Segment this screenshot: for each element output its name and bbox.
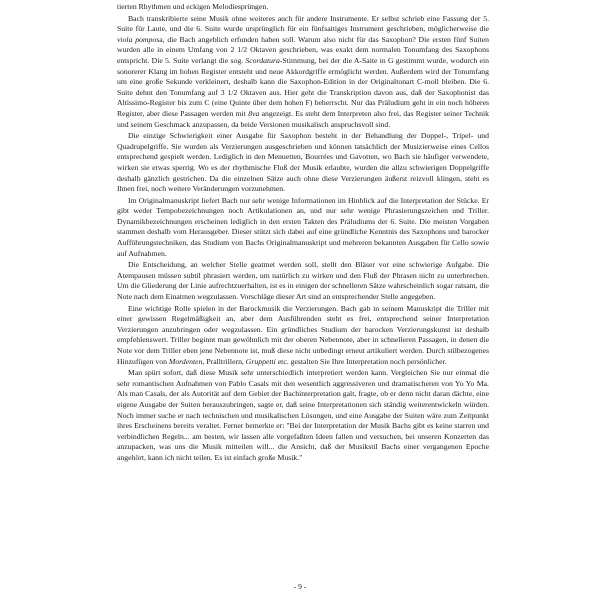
italic-term: Mordenten (168, 356, 203, 366)
paragraph (117, 131, 489, 195)
paragraph (117, 196, 489, 260)
text-run: Eine wichtige Rolle spielen in der Barockmusik die Verzierungen. Bach gab in seinem Manuskript die Triller mit einer gewissen Regelmäßigkeit an, aber dem Ausführenden steht es frei, entsprechend seiner Interpretation Verzierungen anzubringen oder wegzulassen. Ein gründliches Studium der barocken Verzierungskunst ist deshalb empfehlenswert. Triller beginnt man gewöhnlich mit der oberen Nebennote, aber in schnelleren Passagen, in denen die Note vor dem Triller eben jene Nebennote ist, muß diese nicht unbedingt erneut artikuliert werden. Durch stilbezogenes Hinzufügen von (117, 303, 489, 366)
italic-term: 8va (248, 108, 260, 118)
body-text (117, 2, 489, 464)
paragraph (117, 260, 489, 302)
text-run: Man spürt sofort, daß diese Musik sehr unterschiedlich interpretiert werden kann. Vergleichen Sie nur einmal die sehr romantischen Aufnahmen von Pablo Casals mit den wesentlich aggressiveren und dramatischeren von Yo Yo Ma. Als man Casals, der als Autorität auf dem Gebiet der Bachinterpretation galt, fragte, ob er denn nicht daran dächte, eine eigene Ausgabe der Suiten herauszubringen, sagte er, daß seine Interpretationen sich ständig weiterentwickeln würden. Noch immer suche er nach technischen und musikalischen Lösungen, und eine Ausgabe der Suiten wäre zum Zeitpunkt ihres Erscheinens bereits veraltet. Ferner bemerkte er: "Bei der Interpretation der Musik Bachs gibt es keine starren und verbindlichen Regeln... am besten, wir lassen alle vorgefaßten Ideen fallen und versuchen, bei unseren Konzerten das anzupacken, was uns die Musik mitteilen will... die Ansicht, daß der Musikstil Bachs einer vergangenen Epoche angehört, kann ich nicht teilen. Es ist einfach große Musik." (117, 368, 489, 462)
text-run: angezeigt. Es steht dem Interpreten also frei, das Register seiner Technik und seinem Geschmack anzupassen, da beide Versionen musikalisch anspruchsvoll sind. (117, 108, 489, 129)
text-run: Die einzige Schwierigkeit einer Ausgabe für Saxophon besteht in der Behandlung der Doppel-, Tripel- und Quadrupelgriffe. Sie wurden als Verzierungen ausgeschrieben und können tatsächlich der Musizierweise eines Cellos entsprechend gespielt werden. Lediglich in den Menuetten, Bourrées und Gavotten, wo Bach sie häufiger verwendete, wirken sie etwas sperrig. Wo es der rhythmische Fluß der Musik erlaubte, wurden die allzu schwierigen Doppelgriffe deshalb gänzlich gestrichen. Da die einzelnen Sätze auch ohne diese Verzierungen äußerst reizvoll klingen, steht es Ihnen frei, noch weitere Veränderungen vorzunehmen. (117, 131, 489, 194)
text-run: etc. gestalten Sie Ihre Interpretation noch persönlicher. (275, 356, 447, 366)
text-run: -Stimmung, bei der die A-Saite in G gestimmt wurde, wodurch ein sonorerer Klang im hohen Register entsteht und neue Akkordgriffe ermöglicht werden. Außerdem wird der Tonumfang um eine große Sekunde verkleinert, deshalb kann die Saxophon-Edition in der Originaltonart C-moll bleiben. Die 6. Suite dehnt den Tonumfang auf 3 1/2 Oktaven aus. Hier geht die Transkription davon aus, daß der Saxophonist das Altissimo-Register bis zum C (eine Quinte über dem hohen F) beherrscht. Nur das Präludium geht in ein noch höheres Register, aber diese Passagen werden mit (117, 55, 489, 118)
page-number: - 9 - (293, 582, 307, 591)
paragraph (117, 304, 489, 368)
document-page (117, 0, 489, 600)
text-run: Im Originalmanuskript liefert Bach nur sehr wenige Informationen im Hinblick auf die Interpretation der Stücke. Er gibt weder Tempobezeichnungen noch Artikulationen an, und nur sehr wenige Phrasierungszeichen und Triller. Dynamikbezeichnungen erscheinen lediglich in den ersten Takten des Präludiums der 6. Suite. Die meisten Vorgaben stammen deshalb vom Herausgeber. Dieser stützt sich dabei auf eine gründliche Kenntnis des Saxophons und barocker Aufführungstechniken, das Studium von Bachs Originalmanuskript und mehreren bekannten Ausgaben für Cello sowie auf Aufnahmen. (117, 195, 489, 258)
text-run: Bach transkribierte seine Musik ohne weiteres auch für andere Instrumente. Er selbst schrieb eine Fassung der 5. Suite für Laute, und die 6. Suite wurde ursprünglich für ein fünfsaitiges Instrument geschrieben, möglicherweise die (117, 13, 489, 34)
text-run: Die Entscheidung, an welcher Stelle geatmet werden soll, stellt den Bläser vor eine schwierige Aufgabe. Die Atempausen müssen subtil phrasiert werden, um natürlich zu wirken und den Fluß der Phrasen nicht zu unterbrechen. Um die Gliederung der Linie aufrechtzuerhalten, ist es in einigen der schnelleren Sätze wahrscheinlich sogar ratsam, die Note nach dem Einatmen wegzulassen. Vorschläge dieser Art sind an entsprechender Stelle angegeben. (117, 260, 489, 302)
italic-term: Gruppetti (245, 356, 276, 366)
paragraph (117, 14, 489, 131)
italic-term: viola pompos (117, 34, 160, 44)
paragraph (117, 2, 489, 13)
italic-term: Scordatura (245, 55, 280, 65)
text-run: , Pralltrillern, (202, 356, 246, 366)
text-run: tierten Rhythmen und eckigen Melodiesprüngen. (117, 2, 269, 11)
paragraph (117, 368, 489, 463)
text-run: a, die Bach angeblich erfunden haben soll. Warum also nicht für das Saxophon? Die ersten fünf Suiten wurden alle in einem Umfang von 2 1/2 Oktaven geschrieben, was exakt dem normalen Tonumfang des Saxophons entspricht. Die 5. Suite verlangt die sog. (117, 34, 489, 65)
